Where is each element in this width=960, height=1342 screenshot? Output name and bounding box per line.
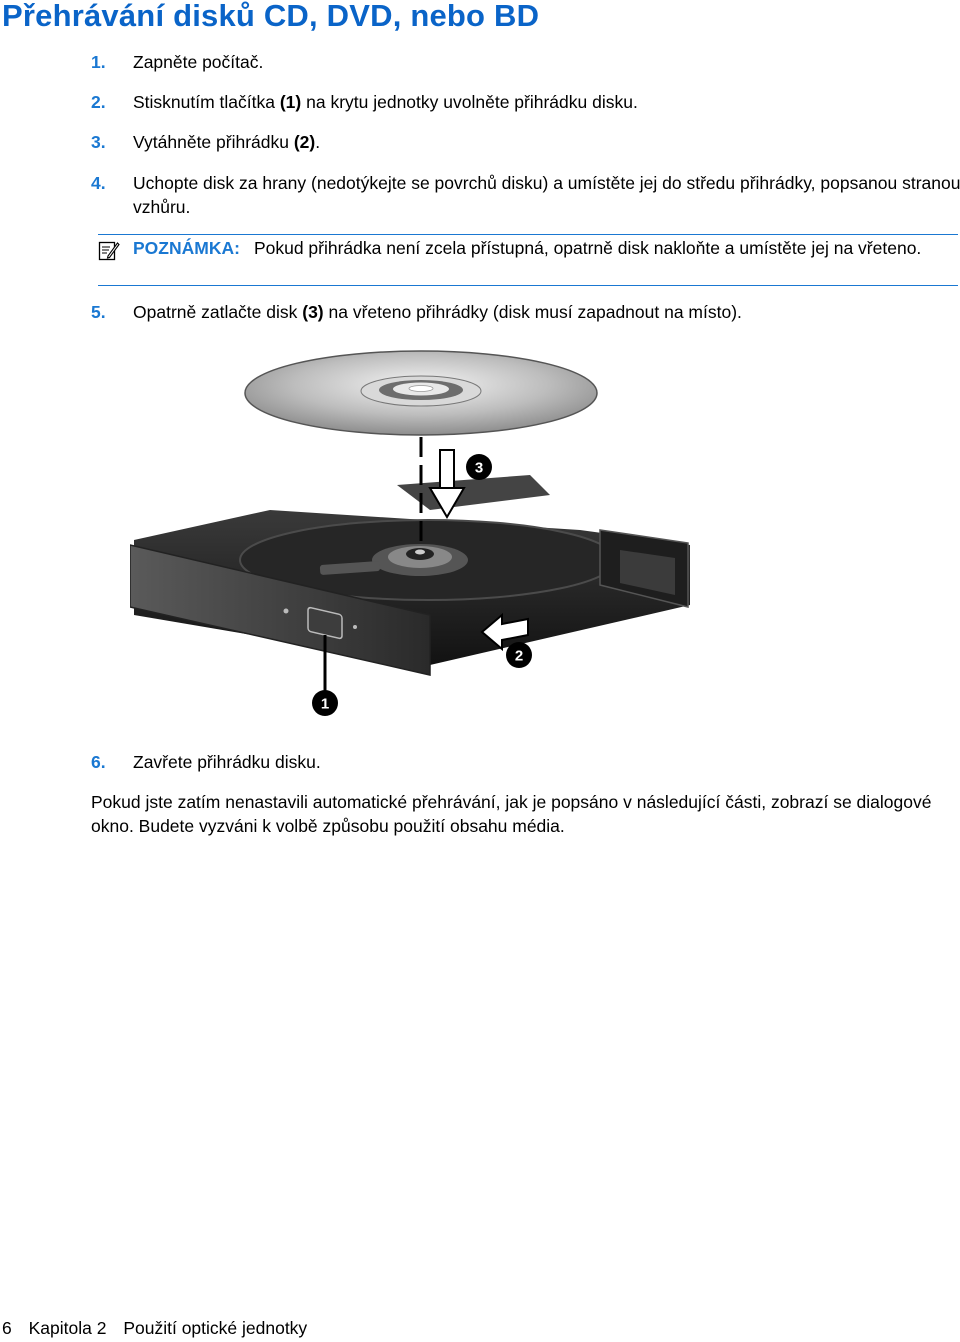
- step-number: 3.: [91, 132, 106, 152]
- step-text: Zavřete přihrádku disku.: [133, 752, 321, 772]
- step-5: [91, 300, 960, 324]
- disc: [245, 351, 597, 435]
- step-number: 6.: [91, 752, 106, 772]
- svg-text:3: 3: [474, 459, 484, 477]
- step-text: Opatrně zatlačte disk (3) na vřeteno přihrádky (disk musí zapadnout na místo).: [133, 302, 742, 322]
- note-text: [133, 236, 953, 260]
- note-box: [98, 234, 958, 286]
- page-title: Přehrávání disků CD, DVD, nebo BD: [2, 0, 540, 33]
- svg-text:2: 2: [514, 647, 524, 665]
- optical-drive-illustration: [130, 345, 700, 725]
- callout-1: [312, 690, 338, 716]
- callout-2: [506, 642, 532, 668]
- svg-text:1: 1: [320, 695, 330, 713]
- step-text: Uchopte disk za hrany (nedotýkejte se povrchů disku) a umístěte jej do středu přihrádky, popsanou stranou vzhůru.: [133, 173, 960, 217]
- step-text: Zapněte počítač.: [133, 52, 264, 72]
- step-number: 5.: [91, 302, 106, 322]
- step-3: [91, 130, 960, 154]
- step-number: 2.: [91, 92, 106, 112]
- step-2: [91, 90, 960, 114]
- page-number: 6: [2, 1318, 12, 1338]
- page-footer: [2, 1318, 319, 1339]
- note-body: Pokud přihrádka není zcela přístupná, opatrně disk nakloňte a umístěte jej na vřeteno.: [253, 238, 922, 258]
- chapter-title: Použití optické jednotky: [123, 1318, 308, 1338]
- step-text: Vytáhněte přihrádku (2).: [133, 132, 321, 152]
- step-6: [91, 750, 960, 774]
- step-number: 1.: [91, 52, 106, 72]
- note-pencil-icon: [98, 239, 120, 261]
- step-text: Stisknutím tlačítka (1) na krytu jednotky uvolněte přihrádku disku.: [133, 92, 638, 112]
- callout-3: [466, 454, 492, 480]
- step-number: 4.: [91, 173, 106, 193]
- step-1: [91, 50, 960, 74]
- chapter-label: Kapitola 2: [28, 1318, 107, 1338]
- drive-tray: [130, 475, 690, 675]
- note-label: POZNÁMKA:: [133, 238, 240, 258]
- body-paragraph: Pokud jste zatím nenastavili automatické přehrávání, jak je popsáno v následující části, zobrazí se dialogové okno. Budete vyzváni k volbě způsobu použití obsahu média.: [91, 792, 932, 836]
- step-4: [91, 171, 960, 219]
